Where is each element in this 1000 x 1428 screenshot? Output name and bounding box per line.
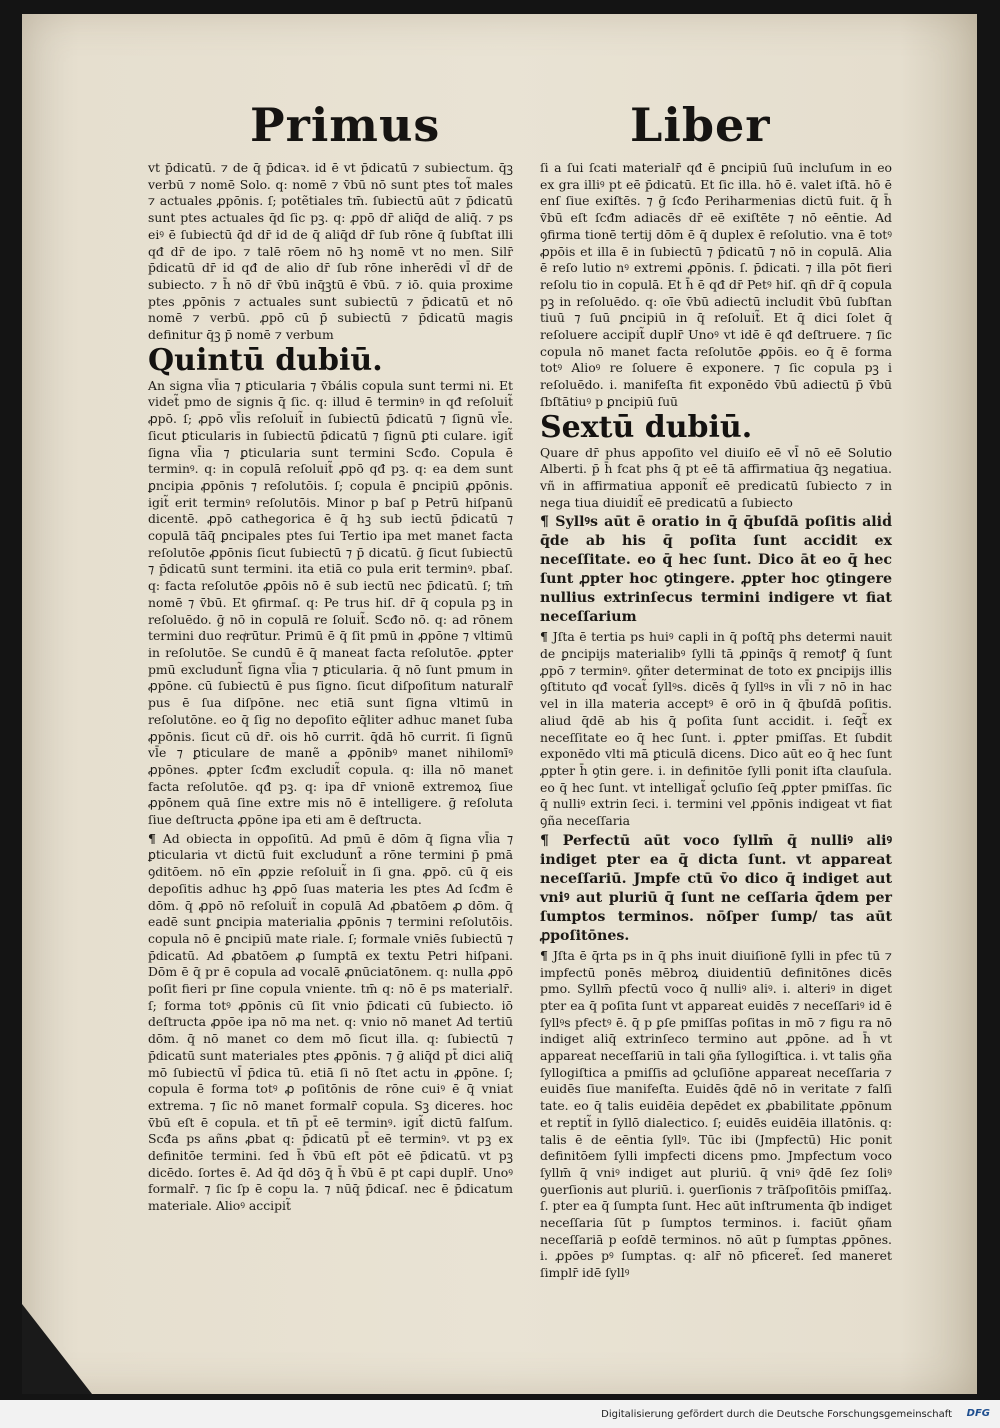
syllogism-definition: [540, 513, 892, 627]
pilcrow-icon: ¶: [540, 514, 556, 531]
right-paragraph-2: Quare dr̄ phus appoſito vel diuiſo eē vl̄ nō eē Solutio Alberti. p̄ h̄ fcat phs q̄ pt eē tā affirmatiua q̄ꝫ negatiua. vñ in affirmatiua apponit̃ eē predicatū ſubiecto ⁊ in nega tiua diuidit̃ eē predicatū a ſubiecto: [540, 444, 892, 510]
running-head-right: Liber: [630, 98, 771, 152]
footer-bar: [0, 1400, 1000, 1428]
right-column: [540, 160, 892, 1284]
pilcrow-icon: ¶: [540, 629, 553, 645]
pilcrow-icon: ¶: [540, 947, 553, 963]
left-paragraph-2: An signa vl̄ia ⁊ ꝑticularia ⁊ v̄bális copula sunt termi ni. Et videt̃ pmo de signis q̄ ſic. q: illud ē terminꝰ in qđ reſoluit̃ ꝓpō. ſ; ꝓpō vl̄is reſoluit̃ in ſubiectū p̄dicatū ⁊ ſignū vl̄e. ſicut ꝑticularis in ſubiectū p̄dicatū ⁊ ſignū ꝑti culare. igit̃ ſigna vl̄ia ⁊ ꝑticularia sunt termini Scđo. Copula ē terminꝰ. q: in copulā reſoluit̃ ꝓpō qđ pꝫ. q: ea dem sunt ꝑncipia ꝓpōnis ⁊ reſolutōis. ſ; copula ē ꝑncipiū ꝓpōnis. igit̃ erit terminꝰ reſolutōis. Minor p baſ p Petrū hiſpanū dicentē. ꝓpō cathegorica ē q̄ hꝫ sub iectū p̄dicatū ⁊ copulā tāq̄ ꝑncipales ptes ſui Tertio ipa met manet facta reſolutōe ꝓpōnis ſicut ſubiectū ⁊ p̄ dicatū. ḡ ſicut ſubiectū ⁊ p̄dicatū sunt termini. ita etiā co pula erit terminꝰ. pbaſ. q: facta reſolutōe ꝓpōis nō ē sub iectū nec p̄dicatū. ſ; tm̄ nomē ⁊ v̄bū. Et ꝯfirmaſ. q: Pe trus hiſ. dr̄ q̄ copula pꝫ in reſoluēdo. ḡ nō in copulā re ſoluit̃. Scđo nō. q: ad rōnem termini duo reqͥrūtur. Primū ē q̄ ſit pmū in ꝓpōne ⁊ vltimū in reſolutōe. Se cundū ē q̄ maneat facta reſolutōe. ꝓpter pmū excludunt̃ ſigna vl̄ia ⁊ ꝑticularia. q̄ nō ſunt pmum in ꝓpōne. cū ſubiectū ē pus ſigno. ſicut diſpoſitum naturalr̄ pus ē ſua diſpōne. nec etiā sunt ſigna vltimū in reſolutōne. eo q̄ ſig no depoſito eq̄liter adhuc manet ſuba ꝓpōnis. ſicut cū dr̄. ois hō currit. q̄dā hō currit. ſi ſignū vl̄e ⁊ ꝑticulare de manẽ a ꝓpōnibꝰ manet nihilomīꝰ ꝓpōnes. ꝓpter ſcđm excludit̃ copula. q: illa nō manet facta reſolutōe. qđ pꝫ. q: ipa dr̄ vnionē extremoꝝ ſiue ꝓpōnem quā ſine extre mis nō ē intelligere. ḡ reſoluta ſiue deſtructa ꝓpōne ipa eti am ē deſtructa.: [148, 377, 513, 828]
section-heading-sextum: Sextū dubiū.: [540, 409, 753, 445]
left-column: [148, 160, 513, 1217]
pilcrow-icon: ¶: [540, 832, 563, 849]
right-paragraph-3: [540, 629, 892, 829]
left-paragraph-3-text: Ad obiecta in oppoſitū. Ad pmū ē dōm q̄ ſigna vl̄ia ⁊ ꝑticularia vt dictū fuit excludunt̃ a rōne termini p̄ pmā ꝯditōem. nō eīn ꝓpzie reſoluit̃ in ſi gna. ꝓpō. cū q̄ eis depoſitis adhuc hꝫ ꝓpō ſuas materia les ptes Ad ſcđm ē dōm. q̄ ꝓpō nō reſoluit̃ in copulā Ad ꝓbatōem ꝓ dōm. q̄ eadē sunt ꝑncipia materialia ꝓpōnis ⁊ termini reſolutōis. copula nō ē ꝑncipiū mate riale. ſ; formale vniēs ſubiectū ⁊ p̄dicatū. Ad ꝓbatōem ꝓ ſumptā ex textu Petri hiſpani. Dōm ē q̄ pr ē copula ad vocalē ꝓnūciatōnem. q: nulla ꝓpō poſit fieri pr ſine copula vniente. tm̄ q: nō ē ps materialr̄. ſ; forma totꝰ ꝓpōnis cū ſit vnio p̄dicati cū ſubiecto. iō deſtructa ꝓpōe ipa nō ma net. q: vnio nō manet Ad tertiū dōm. q̄ nō manet co dem mō ſicut illa. q: ſubiectū ⁊ p̄dicatū sunt materiales ptes ꝓpōnis. ⁊ ḡ aliq̄d pt̄ dici aliq̄ mō ſubiectū vl̄ p̄dica tū. etiā ſi nō ſtet actu in ꝓpōne. ſ; copula ē forma totꝰ ꝓ poſitōnis de rōne cuiꝰ ē q̄ vniat extrema. ⁊ ſic nō manet formalr̄ copula. Sꝫ diceres. hoc v̄bū eſt ē copula. et tn̄ pt̄ eē terminꝰ. igit̃ dictū falſum. Scđa ps añns ꝓbat q: p̄dicatū pt̄ eē terminꝰ. vt pꝫ ex definitōe termini. ſed h̄ v̄bū eſt pōt eē p̄dicatū. vt pꝫ dicēdo. ſortes ē. Ad q̄d dōꝫ q̄ h̄ v̄bū ē pt capi duplr̄. Unoꝰ formalr̄. ⁊ ſic ſp ē copu la. ⁊ nūq̄ p̄dicaſ. nec ē p̄dicatum materiale. Alioꝰ accipit̃: [148, 830, 513, 1214]
footer-credit: Digitalisierung gefördert durch die Deutsche Forschungsgemeinschaft: [601, 1409, 952, 1420]
syllogism-definition-text: Syllꝰs aūt ē oratio in q̄ q̄buſdā poſitis aliḋ q̄de ab his q̄ poſita ſunt accidit ex neceſſitate. eo q̄ hec ſunt. Dico āt eo q̄ hec ſunt ꝓpter hoc ꝯtingere. ꝓpter hoc ꝯtingere nullius extrinſecus termini indigere vt fiat neceſſarium: [540, 514, 892, 626]
section-heading-quintum: Quintū dubiū.: [148, 342, 383, 378]
left-paragraph-3: [148, 831, 513, 1215]
perfect-syllogism-text: Perfectū aūt voco ſyllm̄ q̄ nulliꝰ aliꝰ indiget pter ea q̄ dicta ſunt. vt appareat neceſſariū. Jmpfe ctū v̄o dico q̄ indiget aut vniꝰ aut pluriū q̄ ſunt ne ceſſaria q̄dem per ſumptos terminos. nōſper ſump/ tas aūt ꝓpoſitōnes.: [540, 832, 892, 944]
right-paragraph-1: ſi a ſui ſcati materialr̄ qđ ē ꝑncipiū ſuū incluſum in eo ex gra illiꝰ pt eē p̄dicatū. Et ſic illa. hō ē. valet iſtā. hō ē enſ ſiue exiſtēs. ⁊ ḡ ſcđo Periharmenias dictū fuit. q̄ h̄ v̄bū eſt ſcđm adiacēs dr̄ eē exiſtēte ⁊ nō eēntie. Ad ꝯfirma tionē tertij dōm ē q̄ duplex ē reſolutio. vna ē totꝰ ꝓpōis et illa ē in ſubiectū ⁊ p̄dicatū ⁊ nō in copulā. Alia ē reſo lutio nꝰ extremi ꝓpōnis. ſ. p̄dicati. ⁊ illa pōt fieri reſolu tio in copulā. Et h̄ ē qđ dr̄ Petꝰ hiſ. qn̄ dr̄ q̄ copula pꝫ in reſoluēdo. q: oīe v̄bū adiectū includit v̄bū ſubſtan tiuū ⁊ ſuū ꝑncipiū in q̄ reſoluit̃. Et q̄ dici ſolet q̄ reſoluere accipit̃ duplr̄ Unoꝰ vt idē ē qđ deſtruere. ⁊ ſic copula nō manet facta reſolutōe ꝓpōis. eo q̄ ē forma totꝰ Alioꝰ re ſoluere ē exponere. ⁊ ſic copula pꝫ i reſoluēdo. i. manifeſta fit exponēdo v̄bū adiectū p̄ v̄bū ſbſtātiuꝰ p ꝑncipiū ſuū: [540, 160, 892, 409]
perfect-syllogism-definition: [540, 832, 892, 946]
right-paragraph-3-text: Jſta ē tertia ps huiꝰ capli in q̄ poſtq̄ phs determi nauit de ꝑncipijs materialibꝰ ſylli tā ꝓpinq̄s q̄ remotꝭ q̄ ſunt ꝓpō ⁊ terminꝰ. ꝯñter determinat de toto ex ꝑncipijs illis ꝯſtituto qđ vocat̃ ſyllꝰs. dicēs q̄ ſyllꝰs in vl̄i ⁊ nō in hac vel in illa materia acceptꝰ ē orō in q̄ q̄buſdā poſitis. aliud q̄dē ab his q̄ poſita ſunt accidit. i. ſeq̄t̃ ex neceſſitate eo q̄ hec ſunt. i. ꝓpter pmiſſas. Et ſubdit exponēdo vlti mā ꝑticulā dicens. Dico aūt eo q̄ hec ſunt ꝓpter h̄ ꝯtin gere. i. in definitōe ſylli ponit iſta clauſula. eo q̄ hec ſunt. vt intelligat̃ ꝯcluſio ſeq̄ ꝓpter pmiſſas. ſic q̄ nulliꝰ extrin ſeci. i. termini vel ꝓpōnis indigeat vt fiat ꝯña neceſſaria: [540, 629, 892, 829]
folded-corner: [22, 1304, 92, 1394]
running-head-left: Primus: [250, 98, 441, 152]
left-paragraph-1: vt p̄dicatū. ⁊ de q̄ p̄dicaꝛ. id ē vt p̄dicatū ⁊ subiectum. q̄ꝫ verbū ⁊ nomē Solo. q: nomē ⁊ v̄bū nō sunt ptes tot̃ males ⁊ actuales ꝓpōnis. ſ; potẽtiales tm̄. ſubiectū aūt ⁊ p̄dicatū sunt ptes actuales q̄d ſic pꝫ. q: ꝓpō dr̄ aliq̄d de aliq̄. ⁊ ps eiꝰ ē ſubiectū q̄d dr̄ id de q̄ aliq̄d dr̄ ſub rōne q̄ ſubſtat illi qđ dr̄ de ipo. ⁊ talē rōem nō hꝫ nomē vt no men. Silr̄ p̄dicatū dr̄ id qđ de alio dr̄ ſub rōne inherēdi vl̄ dr̄ de subiecto. ⁊ h̄ nō dr̄ v̄bū inq̄ꝫtū ē v̄bū. ⁊ iō. quia proxime ptes ꝓpōnis ⁊ actuales sunt subiectū ⁊ p̄dicatū et nō nomē ⁊ verbū. ꝓpō cū p̄ subiectū ⁊ p̄dicatū magis definitur q̄ꝫ p̄ nomē ⁊ verbum: [148, 160, 513, 343]
dfg-logo: DFG: [966, 1408, 990, 1419]
right-paragraph-4-text: Jſta ē q̄rta ps in q̄ phs inuit diuiſionē ſylli in pfec tū ⁊ impfectū ponēs mēbroꝝ diuidentiū definitōnes dicēs pmo. Syllm̄ pfectū voco q̄ nulliꝰ aliꝰ. i. alteriꝰ in diget pter ea q̄ poſita ſunt vt appareat euidēs ⁊ neceſſariꝰ id ē ſyllꝰs pfectꝰ ē. q̄ p ꝑſe pmiſſas poſitas in mō ⁊ figu ra nō indiget aliq̄ extrinſeco termino aut ꝓpōne. ad h̄ vt appareat neceſſariū in tali ꝯña ſyllogiſtica. i. vt talis ꝯña ſyllogiſtica a pmiſſis ad ꝯcluſiōne appareat neceſſaria ⁊ euidēs ſiue manifeſta. Euidēs q̄dē nō in veritate ⁊ falſi tate. eo q̄ talis euidēia depēdet ex ꝓbabilitate ꝓpōnum et reptit̃ in ſyllō dialectico. ſ; euidēs euidēia illatōnis. q: talis ē de eēntia ſyllꝰ. Tūc ibi (Jmpfectū) Hic ponit definitōem ſylli impfecti dicens pmo. Jmpfectum voco ſyllm̄ q̄ vniꝰ indiget aut pluriū. q̄ vniꝰ q̄dē ſez ſoliꝰ ꝯuerſionis aut pluriū. i. ꝯuerſionis ⁊ trāſpoſitōis pmiſſaꝝ. ſ. pter ea q̄ ſumpta ſunt. Hec aūt inſtrumenta q̄b indiget neceſſaria ſūt p ſumptos terminos. i. faciūt ꝯñam neceſſariā p eoſdē terminos. nō aūt p ſumptas ꝓpōnes. i. ꝓpōes pꝰ ſumptas. q: alr̄ nō pficeret̃. ſed maneret ſimplr̄ idē ſyllꝰ: [540, 947, 893, 1281]
pilcrow-icon: ¶: [148, 830, 163, 846]
right-paragraph-4: [540, 948, 892, 1282]
